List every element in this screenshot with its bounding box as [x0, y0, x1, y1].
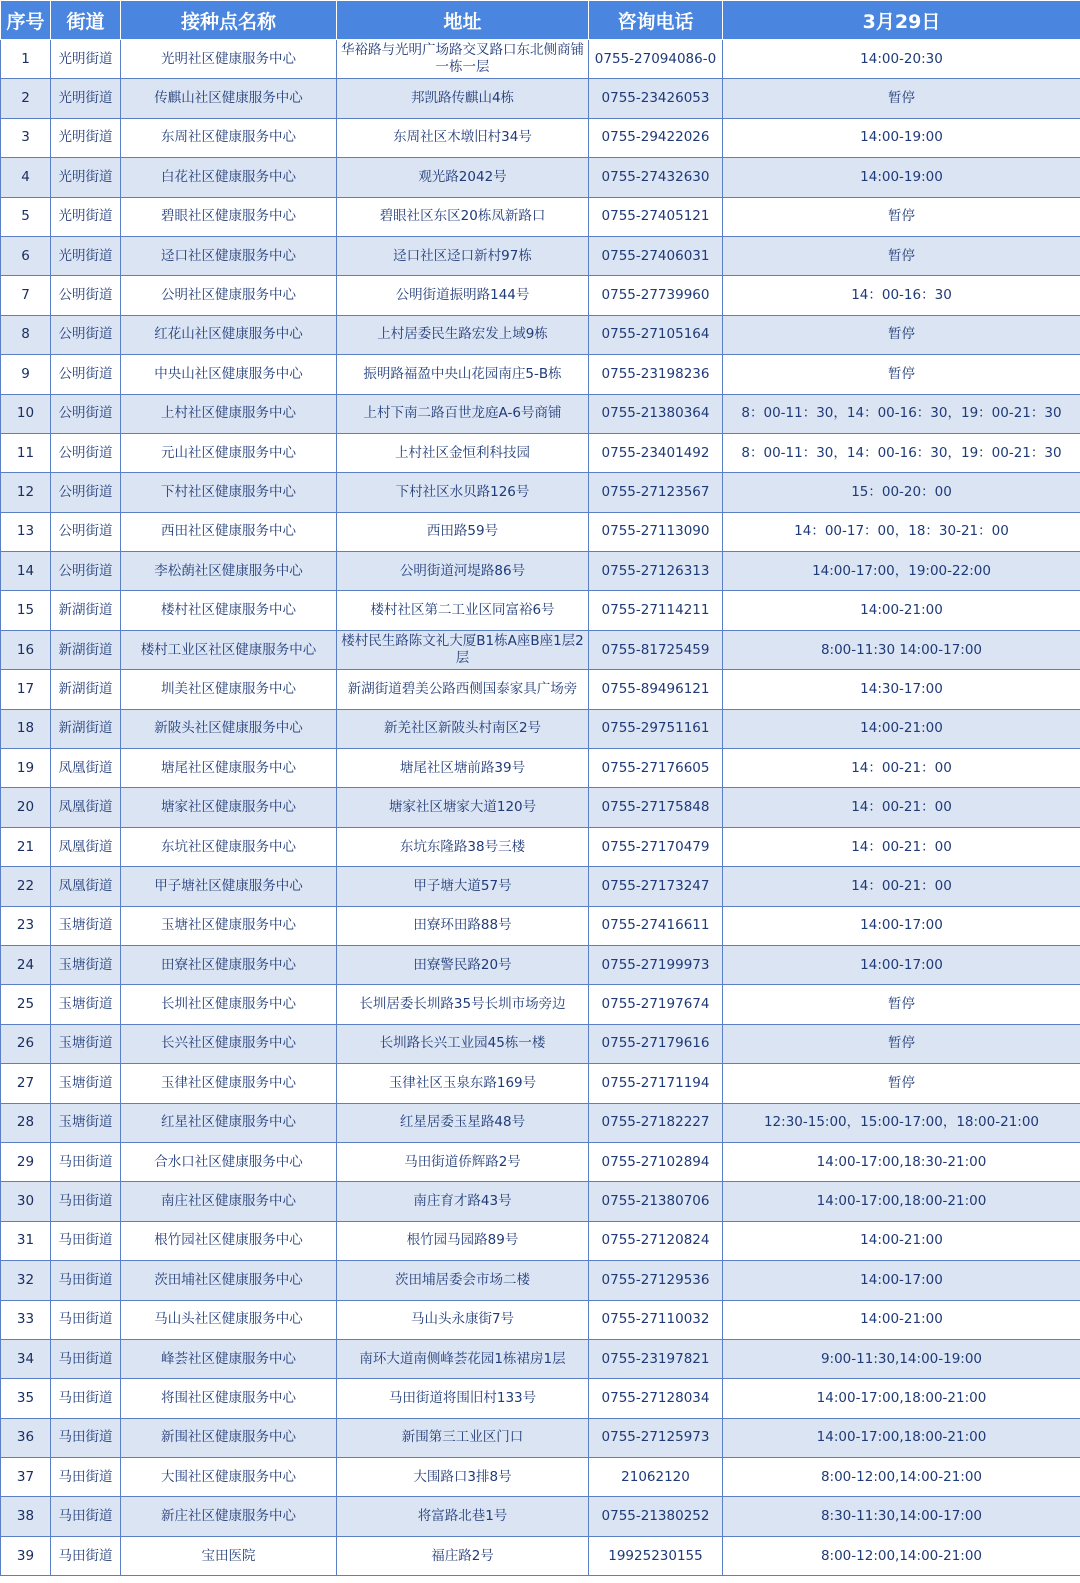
- cell-index: 23: [1, 906, 51, 945]
- table-row: [1, 197, 1080, 236]
- table-row: [1, 1103, 1080, 1142]
- cell-hours: 14:00-17:00: [723, 945, 1080, 984]
- table-row: [1, 1379, 1080, 1418]
- cell-hours: 14：00-17：00，18：30-21：00: [723, 512, 1080, 551]
- cell-phone: 0755-27102894: [589, 1142, 723, 1181]
- cell-index: 18: [1, 709, 51, 748]
- header-index: 序号: [1, 1, 51, 40]
- table-row: [1, 79, 1080, 118]
- table-row: [1, 867, 1080, 906]
- cell-index: 4: [1, 158, 51, 197]
- cell-site-name: 白花社区健康服务中心: [121, 158, 337, 197]
- table-row: [1, 1261, 1080, 1300]
- table-row: [1, 512, 1080, 551]
- table-row: [1, 1024, 1080, 1063]
- cell-site-name: 大围社区健康服务中心: [121, 1458, 337, 1497]
- cell-hours: 14:00-17:00,18:00-21:00: [723, 1418, 1080, 1457]
- cell-street: 玉塘街道: [51, 1103, 121, 1142]
- cell-phone: 19925230155: [589, 1536, 723, 1575]
- cell-phone: 0755-29422026: [589, 118, 723, 157]
- cell-hours: 14：00-21：00: [723, 749, 1080, 788]
- cell-index: 26: [1, 1024, 51, 1063]
- cell-hours: 9:00-11:30,14:00-19:00: [723, 1339, 1080, 1378]
- cell-street: 马田街道: [51, 1458, 121, 1497]
- cell-address: 玉律社区玉泉东路169号: [337, 1064, 589, 1103]
- cell-phone: 0755-27197674: [589, 985, 723, 1024]
- cell-phone: 0755-27179616: [589, 1024, 723, 1063]
- cell-street: 光明街道: [51, 236, 121, 275]
- header-address: 地址: [337, 1, 589, 40]
- cell-phone: 21062120: [589, 1458, 723, 1497]
- cell-street: 马田街道: [51, 1497, 121, 1536]
- cell-address: 南庄育才路43号: [337, 1182, 589, 1221]
- cell-phone: 0755-89496121: [589, 670, 723, 709]
- cell-site-name: 上村社区健康服务中心: [121, 394, 337, 433]
- table-row: [1, 827, 1080, 866]
- cell-address: 振明路福盈中央山花园南庄5-B栋: [337, 355, 589, 394]
- cell-index: 11: [1, 433, 51, 472]
- cell-site-name: 玉律社区健康服务中心: [121, 1064, 337, 1103]
- cell-hours: 14：00-21：00: [723, 827, 1080, 866]
- table-row: [1, 1300, 1080, 1339]
- table-body: [1, 40, 1080, 1576]
- cell-hours: 14:00-17:00,18:00-21:00: [723, 1182, 1080, 1221]
- cell-address: 甲子塘大道57号: [337, 867, 589, 906]
- cell-site-name: 东周社区健康服务中心: [121, 118, 337, 157]
- cell-address: 根竹园马园路89号: [337, 1221, 589, 1260]
- cell-index: 14: [1, 552, 51, 591]
- cell-index: 31: [1, 1221, 51, 1260]
- cell-address: 长圳居委长圳路35号长圳市场旁边: [337, 985, 589, 1024]
- cell-hours: 暂停: [723, 1064, 1080, 1103]
- cell-site-name: 塘家社区健康服务中心: [121, 788, 337, 827]
- cell-address: 田寮环田路88号: [337, 906, 589, 945]
- table-row: [1, 473, 1080, 512]
- table-row: [1, 355, 1080, 394]
- cell-phone: 0755-27113090: [589, 512, 723, 551]
- cell-hours: 8:00-11:30 14:00-17:00: [723, 630, 1080, 669]
- cell-phone: 0755-27170479: [589, 827, 723, 866]
- cell-street: 凤凰街道: [51, 749, 121, 788]
- table-row: [1, 985, 1080, 1024]
- cell-phone: 0755-27416611: [589, 906, 723, 945]
- table-header-row: [1, 1, 1080, 40]
- cell-street: 光明街道: [51, 197, 121, 236]
- cell-street: 凤凰街道: [51, 827, 121, 866]
- table-row: [1, 552, 1080, 591]
- cell-site-name: 中央山社区健康服务中心: [121, 355, 337, 394]
- table-row: [1, 1497, 1080, 1536]
- table-row: [1, 118, 1080, 157]
- cell-phone: 0755-23401492: [589, 433, 723, 472]
- cell-street: 光明街道: [51, 118, 121, 157]
- cell-address: 下村社区水贝路126号: [337, 473, 589, 512]
- cell-hours: 14:00-21:00: [723, 591, 1080, 630]
- cell-site-name: 合水口社区健康服务中心: [121, 1142, 337, 1181]
- cell-site-name: 长兴社区健康服务中心: [121, 1024, 337, 1063]
- cell-phone: 0755-27175848: [589, 788, 723, 827]
- table-row: [1, 1182, 1080, 1221]
- cell-street: 马田街道: [51, 1339, 121, 1378]
- cell-phone: 0755-27182227: [589, 1103, 723, 1142]
- cell-site-name: 楼村社区健康服务中心: [121, 591, 337, 630]
- cell-hours: 14：00-16：30: [723, 276, 1080, 315]
- table-row: [1, 158, 1080, 197]
- cell-phone: 0755-23426053: [589, 79, 723, 118]
- table-row: [1, 40, 1080, 79]
- cell-hours: 14:00-17:00,18:30-21:00: [723, 1142, 1080, 1181]
- cell-address: 新羌社区新陂头村南区2号: [337, 709, 589, 748]
- cell-site-name: 传麒山社区健康服务中心: [121, 79, 337, 118]
- table-row: [1, 591, 1080, 630]
- table-row: [1, 1221, 1080, 1260]
- table-row: [1, 788, 1080, 827]
- table-row: [1, 1536, 1080, 1575]
- cell-site-name: 宝田医院: [121, 1536, 337, 1575]
- cell-phone: 0755-29751161: [589, 709, 723, 748]
- cell-hours: 暂停: [723, 315, 1080, 354]
- cell-street: 光明街道: [51, 158, 121, 197]
- table-row: [1, 709, 1080, 748]
- cell-street: 新湖街道: [51, 630, 121, 669]
- cell-address: 迳口社区迳口新村97栋: [337, 236, 589, 275]
- cell-index: 15: [1, 591, 51, 630]
- cell-hours: 14:00-17:00，19:00-22:00: [723, 552, 1080, 591]
- cell-site-name: 玉塘社区健康服务中心: [121, 906, 337, 945]
- cell-site-name: 长圳社区健康服务中心: [121, 985, 337, 1024]
- cell-site-name: 马山头社区健康服务中心: [121, 1300, 337, 1339]
- cell-street: 新湖街道: [51, 709, 121, 748]
- cell-site-name: 红星社区健康服务中心: [121, 1103, 337, 1142]
- cell-index: 27: [1, 1064, 51, 1103]
- cell-address: 将富路北巷1号: [337, 1497, 589, 1536]
- cell-phone: 0755-27406031: [589, 236, 723, 275]
- cell-street: 玉塘街道: [51, 906, 121, 945]
- cell-index: 36: [1, 1418, 51, 1457]
- cell-index: 8: [1, 315, 51, 354]
- cell-index: 3: [1, 118, 51, 157]
- cell-address: 西田路59号: [337, 512, 589, 551]
- cell-address: 观光路2042号: [337, 158, 589, 197]
- cell-site-name: 塘尾社区健康服务中心: [121, 749, 337, 788]
- header-phone: 咨询电话: [589, 1, 723, 40]
- cell-street: 新湖街道: [51, 670, 121, 709]
- cell-address: 红星居委玉星路48号: [337, 1103, 589, 1142]
- cell-hours: 14:00-19:00: [723, 118, 1080, 157]
- cell-address: 南环大道南侧峰荟花园1栋裙房1层: [337, 1339, 589, 1378]
- cell-address: 马田街道侨辉路2号: [337, 1142, 589, 1181]
- header-site-name: 接种点名称: [121, 1, 337, 40]
- cell-index: 29: [1, 1142, 51, 1181]
- cell-street: 马田街道: [51, 1221, 121, 1260]
- cell-site-name: 光明社区健康服务中心: [121, 40, 337, 79]
- cell-street: 马田街道: [51, 1142, 121, 1181]
- cell-street: 玉塘街道: [51, 1064, 121, 1103]
- cell-address: 东周社区木墩旧村34号: [337, 118, 589, 157]
- table-row: [1, 236, 1080, 275]
- table-row: [1, 433, 1080, 472]
- cell-hours: 8:00-12:00,14:00-21:00: [723, 1536, 1080, 1575]
- cell-site-name: 下村社区健康服务中心: [121, 473, 337, 512]
- cell-street: 凤凰街道: [51, 788, 121, 827]
- table-row: [1, 1458, 1080, 1497]
- cell-address: 新围第三工业区门口: [337, 1418, 589, 1457]
- cell-hours: 8:30-11:30,14:00-17:00: [723, 1497, 1080, 1536]
- cell-address: 上村下南二路百世龙庭A-6号商铺: [337, 394, 589, 433]
- cell-street: 马田街道: [51, 1379, 121, 1418]
- cell-hours: 暂停: [723, 985, 1080, 1024]
- cell-hours: 14:30-17:00: [723, 670, 1080, 709]
- header-date-hours: 3月29日: [723, 1, 1080, 40]
- cell-street: 马田街道: [51, 1261, 121, 1300]
- cell-hours: 12:30-15:00，15:00-17:00，18:00-21:00: [723, 1103, 1080, 1142]
- cell-index: 5: [1, 197, 51, 236]
- cell-hours: 14:00-21:00: [723, 709, 1080, 748]
- cell-index: 32: [1, 1261, 51, 1300]
- cell-street: 马田街道: [51, 1300, 121, 1339]
- cell-street: 光明街道: [51, 79, 121, 118]
- cell-index: 12: [1, 473, 51, 512]
- cell-index: 34: [1, 1339, 51, 1378]
- cell-site-name: 碧眼社区健康服务中心: [121, 197, 337, 236]
- cell-phone: 0755-27125973: [589, 1418, 723, 1457]
- cell-site-name: 新围社区健康服务中心: [121, 1418, 337, 1457]
- cell-hours: 暂停: [723, 79, 1080, 118]
- cell-index: 35: [1, 1379, 51, 1418]
- cell-address: 公明街道振明路144号: [337, 276, 589, 315]
- cell-site-name: 公明社区健康服务中心: [121, 276, 337, 315]
- cell-hours: 14：00-21：00: [723, 867, 1080, 906]
- cell-site-name: 峰荟社区健康服务中心: [121, 1339, 337, 1378]
- cell-address: 楼村社区第二工业区同富裕6号: [337, 591, 589, 630]
- table-row: [1, 630, 1080, 669]
- cell-street: 公明街道: [51, 473, 121, 512]
- cell-index: 9: [1, 355, 51, 394]
- cell-phone: 0755-27176605: [589, 749, 723, 788]
- table-row: [1, 749, 1080, 788]
- cell-phone: 0755-27105164: [589, 315, 723, 354]
- cell-address: 公明街道河堤路86号: [337, 552, 589, 591]
- table-row: [1, 1339, 1080, 1378]
- table-row: [1, 670, 1080, 709]
- cell-street: 新湖街道: [51, 591, 121, 630]
- cell-street: 玉塘街道: [51, 985, 121, 1024]
- cell-index: 20: [1, 788, 51, 827]
- cell-address: 上村居委民生路宏发上域9栋: [337, 315, 589, 354]
- cell-phone: 0755-27114211: [589, 591, 723, 630]
- cell-phone: 0755-27129536: [589, 1261, 723, 1300]
- cell-site-name: 红花山社区健康服务中心: [121, 315, 337, 354]
- cell-hours: 暂停: [723, 1024, 1080, 1063]
- cell-street: 光明街道: [51, 40, 121, 79]
- cell-street: 公明街道: [51, 433, 121, 472]
- cell-site-name: 迳口社区健康服务中心: [121, 236, 337, 275]
- cell-address: 茨田埔居委会市场二楼: [337, 1261, 589, 1300]
- cell-address: 东坑东隆路38号三楼: [337, 827, 589, 866]
- cell-index: 16: [1, 630, 51, 669]
- cell-site-name: 将围社区健康服务中心: [121, 1379, 337, 1418]
- cell-address: 碧眼社区东区20栋凤新路口: [337, 197, 589, 236]
- cell-index: 21: [1, 827, 51, 866]
- cell-hours: 15：00-20：00: [723, 473, 1080, 512]
- cell-index: 19: [1, 749, 51, 788]
- cell-index: 17: [1, 670, 51, 709]
- cell-phone: 0755-27123567: [589, 473, 723, 512]
- cell-phone: 0755-81725459: [589, 630, 723, 669]
- cell-phone: 0755-27739960: [589, 276, 723, 315]
- cell-index: 7: [1, 276, 51, 315]
- cell-index: 24: [1, 945, 51, 984]
- cell-site-name: 茨田埔社区健康服务中心: [121, 1261, 337, 1300]
- cell-index: 30: [1, 1182, 51, 1221]
- cell-hours: 14:00-21:00: [723, 1300, 1080, 1339]
- cell-hours: 14:00-21:00: [723, 1221, 1080, 1260]
- cell-phone: 0755-27432630: [589, 158, 723, 197]
- table-row: [1, 906, 1080, 945]
- cell-hours: 14:00-17:00,18:00-21:00: [723, 1379, 1080, 1418]
- cell-street: 马田街道: [51, 1536, 121, 1575]
- cell-phone: 0755-27171194: [589, 1064, 723, 1103]
- table-row: [1, 1418, 1080, 1457]
- cell-address: 田寮警民路20号: [337, 945, 589, 984]
- cell-street: 公明街道: [51, 355, 121, 394]
- cell-site-name: 西田社区健康服务中心: [121, 512, 337, 551]
- cell-hours: 14:00-17:00: [723, 906, 1080, 945]
- cell-phone: 0755-27094086-0: [589, 40, 723, 79]
- cell-phone: 0755-23197821: [589, 1339, 723, 1378]
- cell-phone: 0755-27128034: [589, 1379, 723, 1418]
- cell-street: 玉塘街道: [51, 945, 121, 984]
- cell-street: 玉塘街道: [51, 1024, 121, 1063]
- cell-index: 25: [1, 985, 51, 1024]
- cell-site-name: 新庄社区健康服务中心: [121, 1497, 337, 1536]
- cell-site-name: 甲子塘社区健康服务中心: [121, 867, 337, 906]
- table-row: [1, 945, 1080, 984]
- cell-index: 22: [1, 867, 51, 906]
- cell-address: 长圳路长兴工业园45栋一楼: [337, 1024, 589, 1063]
- cell-index: 28: [1, 1103, 51, 1142]
- cell-site-name: 东坑社区健康服务中心: [121, 827, 337, 866]
- cell-hours: 14:00-20:30: [723, 40, 1080, 79]
- cell-hours: 14：00-21：00: [723, 788, 1080, 827]
- cell-phone: 0755-27405121: [589, 197, 723, 236]
- cell-index: 13: [1, 512, 51, 551]
- cell-address: 大围路口3排8号: [337, 1458, 589, 1497]
- cell-site-name: 根竹园社区健康服务中心: [121, 1221, 337, 1260]
- table-row: [1, 1142, 1080, 1181]
- cell-phone: 0755-21380706: [589, 1182, 723, 1221]
- cell-hours: 暂停: [723, 197, 1080, 236]
- cell-index: 38: [1, 1497, 51, 1536]
- cell-street: 马田街道: [51, 1182, 121, 1221]
- cell-phone: 0755-21380252: [589, 1497, 723, 1536]
- cell-site-name: 李松蓢社区健康服务中心: [121, 552, 337, 591]
- cell-hours: 8:00-12:00,14:00-21:00: [723, 1458, 1080, 1497]
- cell-phone: 0755-27173247: [589, 867, 723, 906]
- cell-index: 1: [1, 40, 51, 79]
- table-row: [1, 276, 1080, 315]
- cell-hours: 14:00-19:00: [723, 158, 1080, 197]
- cell-street: 公明街道: [51, 394, 121, 433]
- cell-site-name: 南庄社区健康服务中心: [121, 1182, 337, 1221]
- cell-street: 公明街道: [51, 315, 121, 354]
- cell-street: 公明街道: [51, 512, 121, 551]
- cell-index: 6: [1, 236, 51, 275]
- cell-site-name: 元山社区健康服务中心: [121, 433, 337, 472]
- cell-index: 10: [1, 394, 51, 433]
- cell-address: 邦凯路传麒山4栋: [337, 79, 589, 118]
- header-street: 街道: [51, 1, 121, 40]
- cell-address: 楼村民生路陈文礼大厦B1栋A座B座1层2层: [337, 630, 589, 669]
- cell-street: 公明街道: [51, 276, 121, 315]
- cell-address: 马山头永康街7号: [337, 1300, 589, 1339]
- cell-phone: 0755-23198236: [589, 355, 723, 394]
- cell-hours: 暂停: [723, 355, 1080, 394]
- cell-phone: 0755-27126313: [589, 552, 723, 591]
- cell-phone: 0755-21380364: [589, 394, 723, 433]
- cell-phone: 0755-27120824: [589, 1221, 723, 1260]
- cell-phone: 0755-27110032: [589, 1300, 723, 1339]
- cell-address: 华裕路与光明广场路交叉路口东北侧商铺一栋一层: [337, 40, 589, 79]
- table-row: [1, 1064, 1080, 1103]
- cell-street: 马田街道: [51, 1418, 121, 1457]
- cell-hours: 14:00-17:00: [723, 1261, 1080, 1300]
- cell-index: 37: [1, 1458, 51, 1497]
- cell-index: 39: [1, 1536, 51, 1575]
- cell-address: 塘尾社区塘前路39号: [337, 749, 589, 788]
- cell-site-name: 新陂头社区健康服务中心: [121, 709, 337, 748]
- table-row: [1, 394, 1080, 433]
- cell-hours: 暂停: [723, 236, 1080, 275]
- cell-site-name: 圳美社区健康服务中心: [121, 670, 337, 709]
- table-row: [1, 315, 1080, 354]
- cell-hours: 8：00-11：30，14：00-16：30，19：00-21：30: [723, 433, 1080, 472]
- cell-site-name: 楼村工业区社区健康服务中心: [121, 630, 337, 669]
- cell-phone: 0755-27199973: [589, 945, 723, 984]
- cell-address: 塘家社区塘家大道120号: [337, 788, 589, 827]
- cell-index: 33: [1, 1300, 51, 1339]
- cell-site-name: 田寮社区健康服务中心: [121, 945, 337, 984]
- cell-street: 公明街道: [51, 552, 121, 591]
- cell-address: 上村社区金恒利科技园: [337, 433, 589, 472]
- cell-address: 福庄路2号: [337, 1536, 589, 1575]
- cell-hours: 8：00-11：30，14：00-16：30，19：00-21：30: [723, 394, 1080, 433]
- cell-address: 新湖街道碧美公路西侧国泰家具广场旁: [337, 670, 589, 709]
- cell-address: 马田街道将围旧村133号: [337, 1379, 589, 1418]
- cell-street: 凤凰街道: [51, 867, 121, 906]
- cell-index: 2: [1, 79, 51, 118]
